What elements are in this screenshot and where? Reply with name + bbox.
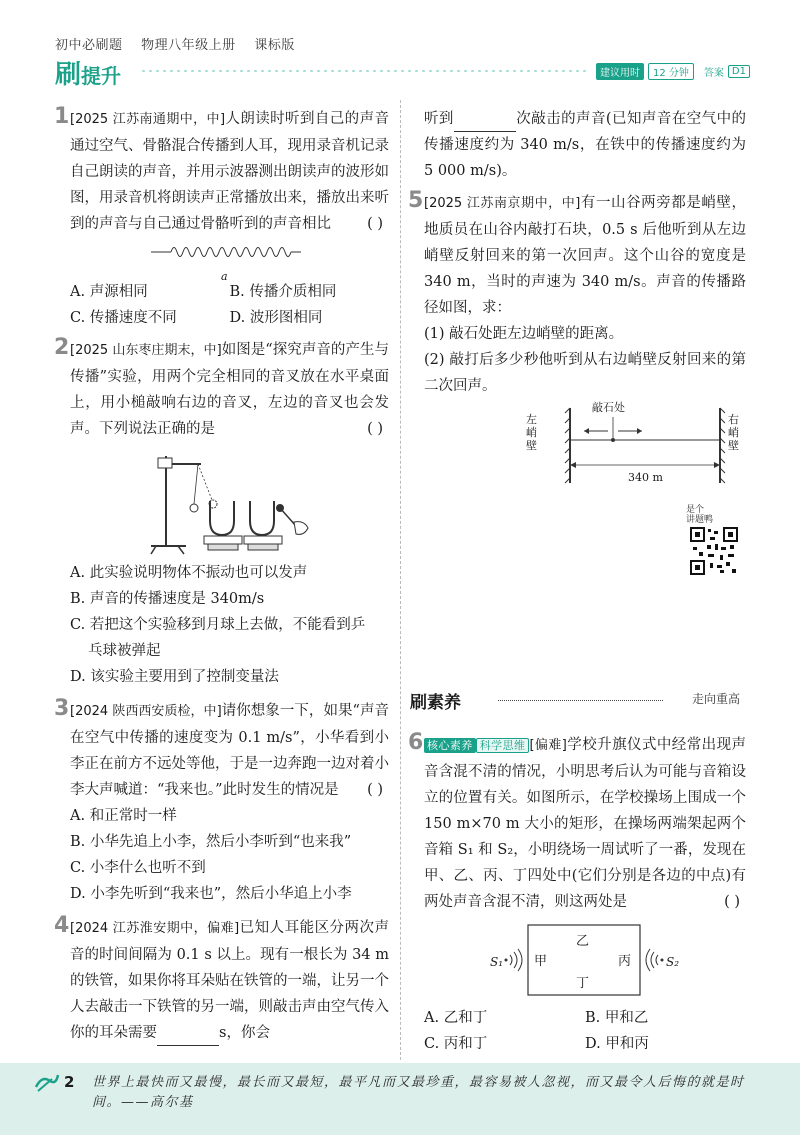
option-b[interactable]: B. 甲和乙 xyxy=(585,1010,649,1026)
section-brand xyxy=(55,54,121,91)
field-figure xyxy=(410,919,746,1001)
option-c-cont: 乓球被弹起 xyxy=(88,643,161,659)
right-cliff-label: 右峭壁 xyxy=(728,413,739,452)
strike-point-label: 敲石处 xyxy=(592,401,625,414)
question-tag: [2025 山东枣庄期末，中] xyxy=(70,343,222,358)
question-text: 次敲击的声音(已知声音在空气中的传播速度约为 340 m/s，在铁中的传播速度约为 5 000 m/s)。 xyxy=(424,111,747,179)
option-c[interactable]: C. 传播速度不同 xyxy=(70,310,177,326)
pen-swirl-icon xyxy=(34,1071,60,1093)
question-number: 1 xyxy=(54,104,70,129)
question-tag: [偏难] xyxy=(529,738,567,753)
sub-question-1: (1) 敲石处距左边峭壁的距离。 xyxy=(424,326,624,342)
waveform-icon xyxy=(151,241,301,263)
answer-paren: ( ) xyxy=(367,782,383,798)
page-number: 2 xyxy=(64,1073,75,1091)
section-rule xyxy=(498,700,663,701)
tuning-fork-icon xyxy=(146,446,316,556)
question-tag: [2024 江苏淮安期中，偏难] xyxy=(70,921,240,936)
core-literacy-chip: 核心素养 xyxy=(424,738,476,753)
right-column xyxy=(410,106,746,497)
subject-title: 物理八年级上册 xyxy=(141,38,236,53)
answer-paren: ( ) xyxy=(367,421,383,437)
point-bing: 丙 xyxy=(618,954,632,969)
section-tagline: 走向重高 xyxy=(691,692,740,706)
option-c[interactable]: C. 丙和丁 xyxy=(424,1036,488,1052)
question-number: 2 xyxy=(54,335,70,360)
speaker-s2: S₂ xyxy=(666,955,680,969)
time-label: 建议用时 xyxy=(596,63,644,80)
question-1 xyxy=(56,106,389,331)
waveform-figure xyxy=(56,241,389,283)
question-tag: [2025 江苏南京期中，中] xyxy=(424,196,581,211)
brand-small: 提升 xyxy=(81,64,122,88)
time-value: 12 分钟 xyxy=(648,63,694,80)
speaker-s1: S₁ xyxy=(490,955,504,969)
options xyxy=(410,1005,746,1057)
question-4-cont xyxy=(410,106,746,184)
left-cliff-label: 左峭壁 xyxy=(526,413,537,452)
question-number: 3 xyxy=(54,696,70,721)
options xyxy=(56,803,389,907)
question-6 xyxy=(410,732,746,1057)
question-text: 学校升旗仪式中经常出现声音含混不清的情况，小明思考后认为可能与音箱设立的位置有关。如图所示，在学校操场上围成一个 150 m×70 m 大小的矩形，在操场两端架起两个音箱 S₁ 和 S₂，小明绕场一周试听了一番，发现在甲、乙、丙、丁四处中(它们分别是各边的中点)有两处声音含混不清，则这两处是 xyxy=(424,737,747,910)
section-bar xyxy=(410,688,746,712)
answer-blank[interactable] xyxy=(454,114,516,132)
point-yi: 乙 xyxy=(576,934,590,949)
qr-caption-line2: 讲题鸭 xyxy=(686,515,714,525)
answer-paren: ( ) xyxy=(367,216,383,232)
question-number: 5 xyxy=(408,188,424,213)
option-a[interactable]: A. 和正常时一样 xyxy=(70,808,177,824)
brand-big: 刷 xyxy=(55,60,82,90)
qr-caption xyxy=(686,505,713,525)
tuning-fork-figure xyxy=(56,446,389,556)
answer-code: D1 xyxy=(728,65,750,78)
options xyxy=(56,560,389,690)
sub-question-2: (2) 敲打后多少秒他听到从右边峭壁反射回来的第二次回声。 xyxy=(424,352,746,394)
option-d[interactable]: D. 甲和丙 xyxy=(585,1036,649,1052)
question-number: 4 xyxy=(54,913,70,938)
option-b[interactable]: B. 传播介质相同 xyxy=(229,284,337,300)
option-a[interactable]: A. 乙和丁 xyxy=(424,1010,488,1026)
column-divider xyxy=(400,100,401,1060)
option-d[interactable]: D. 小李先听到“我来也”，然后小华追上小李 xyxy=(70,886,352,902)
option-d[interactable]: D. 该实验主要用到了控制变量法 xyxy=(70,669,279,685)
answer-blank[interactable] xyxy=(157,1028,219,1046)
time-box xyxy=(596,62,750,80)
section-title: 刷素养 xyxy=(410,693,461,713)
options xyxy=(56,279,389,331)
qr-code-icon[interactable] xyxy=(690,527,738,575)
option-a[interactable]: A. 此实验说明物体不振动也可以发声 xyxy=(70,565,308,581)
option-b[interactable]: B. 小华先追上小李，然后小李听到“也来我” xyxy=(70,834,352,850)
figure-label: a xyxy=(221,270,228,283)
question-5 xyxy=(410,190,746,493)
dotted-rule xyxy=(140,68,590,74)
edition-label: 课标版 xyxy=(254,38,295,53)
question-text: 请你想象一下，如果“声音在空气中传播的速度变为 0.1 m/s”，小华看到小李正在前方不远处等他，于是一边奔跑一边对着小李大声喊道：“我来也。”此时发生的情况是 xyxy=(70,703,389,798)
question-tag: [2025 江苏南通期中，中] xyxy=(70,112,226,127)
question-3 xyxy=(56,698,389,907)
valley-figure xyxy=(526,401,740,493)
question-4 xyxy=(56,915,389,1046)
option-b[interactable]: B. 声音的传播速度是 340m/s xyxy=(70,591,265,607)
footer-quote: 世界上最快而又最慢，最长而又最短，最平凡而又最珍重，最容易被人忽视，而又最令人后悔的就是时间。——高尔基 xyxy=(92,1075,745,1110)
qr-caption-line1: 是个 xyxy=(686,505,705,515)
question-2 xyxy=(56,337,389,690)
question-text-cont: s，你会 xyxy=(219,1025,270,1041)
book-title: 初中必刷题 xyxy=(55,38,123,53)
question-number: 6 xyxy=(408,730,424,755)
answer-label: 答案 xyxy=(703,67,724,79)
option-c[interactable]: C. 小李什么也听不到 xyxy=(70,860,206,876)
question-text: 如图是“探究声音的产生与传播”实验，用两个完全相同的音叉放在水平桌面上，用小槌敲响右边的音叉，左边的音叉也会发声。下列说法正确的是 xyxy=(70,342,389,437)
option-a[interactable]: A. 声源相同 xyxy=(70,284,148,300)
footer xyxy=(0,1063,800,1135)
science-thinking-chip: 科学思维 xyxy=(476,738,530,753)
question-tag: [2024 陕西西安质检，中] xyxy=(70,704,222,719)
left-column xyxy=(56,106,389,1046)
answer-paren: ( ) xyxy=(724,894,740,910)
point-ding: 丁 xyxy=(576,976,590,991)
question-text: 有一山谷两旁都是峭壁，地质员在山谷内敲打石块，0.5 s 后他听到从左边峭壁反射回来的第一次回声。这个山谷的宽度是 340 m，当时的声速为 340 m/s。声音的传播路径如图，求： xyxy=(424,195,746,316)
question-text: 已知人耳能区分两次声音的时间间隔为 0.1 s 以上。现有一根长为 34 m 的铁管，如果你将耳朵贴在铁管的一端，让另一个人去敲击一下铁管的另一端，则敲击声由空气传入你的耳朵需要 xyxy=(70,920,389,1041)
distance-label: 340 m xyxy=(628,471,663,484)
question-text: 人朗读时听到自己的声音通过空气、骨骼混合传播到人耳，现用录音机记录自己朗读的声音，并用示波器测出朗读声的波形如图，用录音机将朗读声正常播放出来，播放出来听到的声音与自己通过骨骼听到的声音相比 xyxy=(70,111,389,232)
point-jia: 甲 xyxy=(534,954,548,969)
option-c[interactable]: C. 若把这个实验移到月球上去做，不能看到乒 xyxy=(70,617,366,633)
question-text: 听到 xyxy=(424,111,454,127)
option-d[interactable]: D. 波形图相同 xyxy=(229,310,323,326)
header-meta xyxy=(55,34,309,53)
